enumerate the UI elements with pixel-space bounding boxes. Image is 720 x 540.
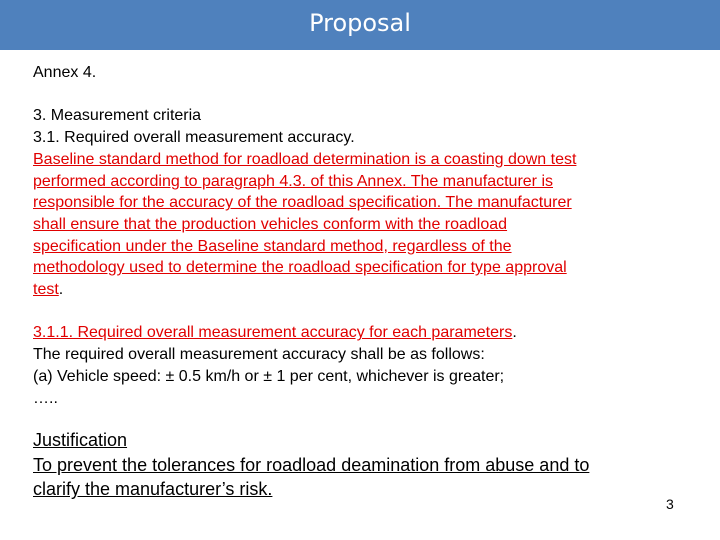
red-paragraph-line: methodology used to determine the roadload specification for type approval — [33, 259, 567, 277]
red-paragraph-line: Baseline standard method for roadload determination is a coasting down test — [33, 150, 577, 168]
title-bar — [0, 0, 720, 50]
red-paragraph-line: specification under the Baseline standard method, regardless of the — [33, 237, 512, 255]
justification-line: clarify the manufacturer’s risk. — [33, 479, 273, 500]
ellipsis: ….. — [33, 389, 58, 407]
slide-title: Proposal — [309, 9, 411, 37]
red-paragraph-line: test — [33, 281, 59, 299]
required-accuracy-line: The required overall measurement accuracy shall be as follows: — [33, 346, 485, 364]
red-paragraph-period: . — [58, 281, 64, 299]
red-paragraph-line: shall ensure that the production vehicles conform with the roadload — [33, 215, 508, 233]
sub-heading-red: 3.1.1. Required overall measurement accuracy for each parameters — [33, 324, 513, 342]
red-paragraph — [33, 149, 673, 301]
annex-label: Annex 4. — [33, 64, 97, 81]
justification-line: To prevent the tolerances for roadload deamination from abuse and to — [33, 454, 590, 475]
subsection-title: 3.1. Required overall measurement accuracy. — [33, 129, 355, 147]
vehicle-speed-line: (a) Vehicle speed: ± 0.5 km/h or ± 1 per cent, whichever is greater; — [33, 367, 505, 385]
slide-body — [33, 62, 673, 409]
red-paragraph-line: performed according to paragraph 4.3. of this Annex. The manufacturer is — [33, 172, 553, 190]
red-paragraph-line: responsible for the accuracy of the roadload specification. The manufacturer — [33, 194, 572, 212]
justification-block — [33, 428, 683, 502]
sub-heading-period: . — [512, 324, 517, 342]
page-number: 3 — [666, 496, 674, 512]
justification-heading: Justification — [33, 430, 128, 450]
section-title: 3. Measurement criteria — [33, 107, 202, 125]
